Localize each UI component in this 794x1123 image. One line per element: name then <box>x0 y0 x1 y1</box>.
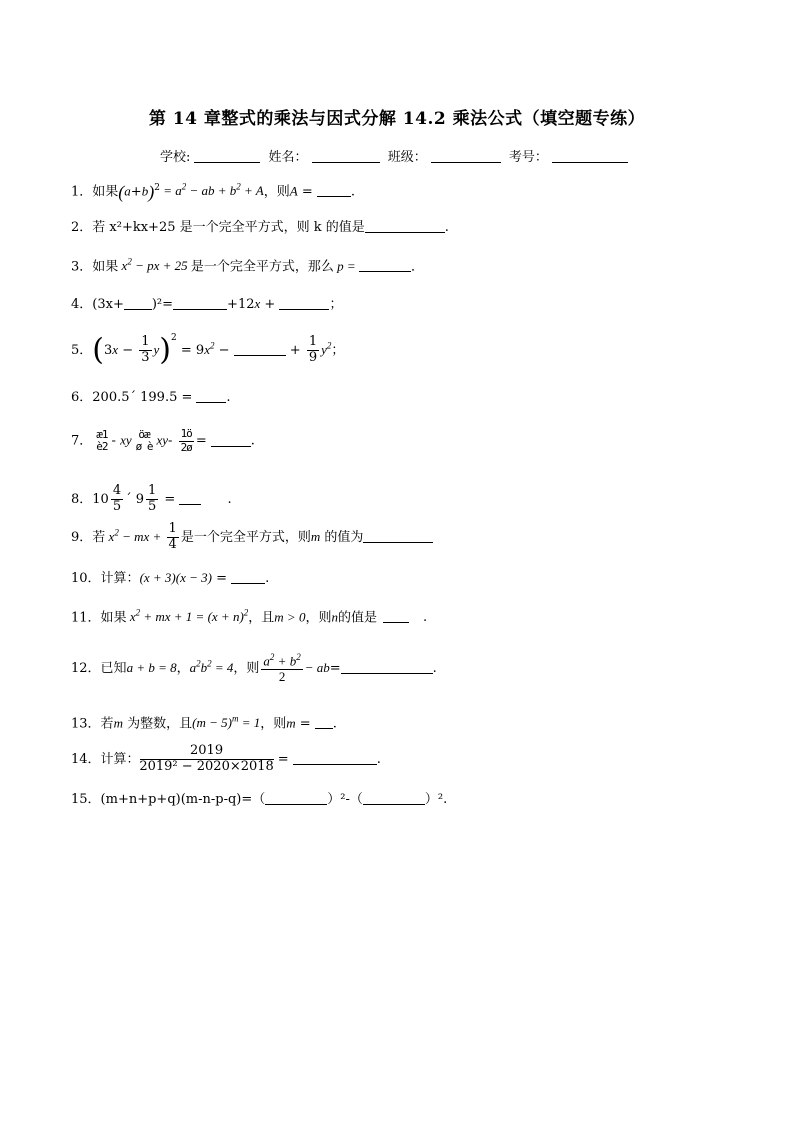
answer-blank-8[interactable] <box>179 492 201 505</box>
page-title: 第 14 章整式的乘法与因式分解 14.2 乘法公式（填空题专练） <box>148 109 646 129</box>
question-1: 1．如果$(a+b)^2 = a^2$ − ab + $b^2 + A$，则A = . <box>71 181 356 202</box>
exam-no-label: 考号： <box>508 150 548 165</box>
class-blank[interactable] <box>431 150 501 163</box>
question-8: 8．10 $\frac{4}{5}$ ´ 9 $\frac{1}{5}$ = . <box>71 483 232 514</box>
question-7: 7． æ1 è2 - xy öæ ø è xy- $\frac{1ö}{2ø}$ = . <box>71 427 255 454</box>
question-4: 4．(3x+ )²= +12x + ； <box>71 296 343 312</box>
question-13: 13．若m 为整数，且$(m - 5)^m = 1$，则m = . <box>71 714 337 732</box>
answer-blank-13[interactable] <box>315 716 333 729</box>
answer-blank-3[interactable] <box>359 259 411 272</box>
answer-blank-6[interactable] <box>196 390 226 403</box>
answer-blank-7[interactable] <box>211 434 251 447</box>
question-2: 2．若 x²+kx+25 是一个完全平方式，则 k 的值是 . <box>71 220 449 235</box>
question-11: 11．如果 $x^2$ + mx + $1 = (x + n)^2$，且m > 0，则n的值是 . <box>71 608 428 626</box>
question-6: 6．200.5´ 199.5 = . <box>71 390 231 405</box>
question-14: 14．计算： $\frac{2019}{\text{2019² − 2020×2018}}$ = . <box>71 743 381 774</box>
question-9: 9．若 $x^2$ − mx + $\frac{1}{4}$ 是一个完全平方式，则m 的值为 <box>71 522 433 553</box>
answer-blank-15b[interactable] <box>363 792 425 805</box>
answer-blank-2[interactable] <box>365 220 445 233</box>
question-15: 15．(m+n+p+q)(m-n-p-q)=（ ）²-（ ）². <box>71 792 448 807</box>
student-info-line <box>160 146 632 165</box>
answer-blank-11[interactable] <box>383 610 409 623</box>
answer-blank-1[interactable] <box>317 184 351 197</box>
answer-blank-4b[interactable] <box>173 297 227 310</box>
question-3: 3．如果 $x^2$ − px + 25 是一个完全平方式，那么 p = ． <box>71 257 424 275</box>
school-blank[interactable] <box>194 150 260 163</box>
answer-blank-4c[interactable] <box>279 297 329 310</box>
class-label: 班级： <box>387 150 427 165</box>
answer-blank-5[interactable] <box>234 343 286 356</box>
school-label: 学校: <box>160 150 191 165</box>
exam-no-blank[interactable] <box>552 150 628 163</box>
answer-blank-10[interactable] <box>231 571 265 584</box>
name-label: 姓名： <box>268 150 308 165</box>
question-10: 10．计算：(x + 3)(x − 3) = . <box>71 570 270 586</box>
question-5: 5．(3x − $\frac{1}{3}$ $y)^2 = 9x^2$ − + $\frac{1}{9}$ $y^2$； <box>71 332 345 368</box>
answer-blank-9[interactable] <box>363 530 433 543</box>
answer-blank-14[interactable] <box>293 752 377 765</box>
answer-blank-12[interactable] <box>341 661 433 674</box>
answer-blank-4a[interactable] <box>124 297 152 310</box>
answer-blank-15a[interactable] <box>265 792 327 805</box>
question-12: 12．已知a + b = 8，$a^2b^2 = 4$，则 $\frac{a^2 + b^2}{2}$ − ab= . <box>71 652 437 685</box>
name-blank[interactable] <box>312 150 380 163</box>
